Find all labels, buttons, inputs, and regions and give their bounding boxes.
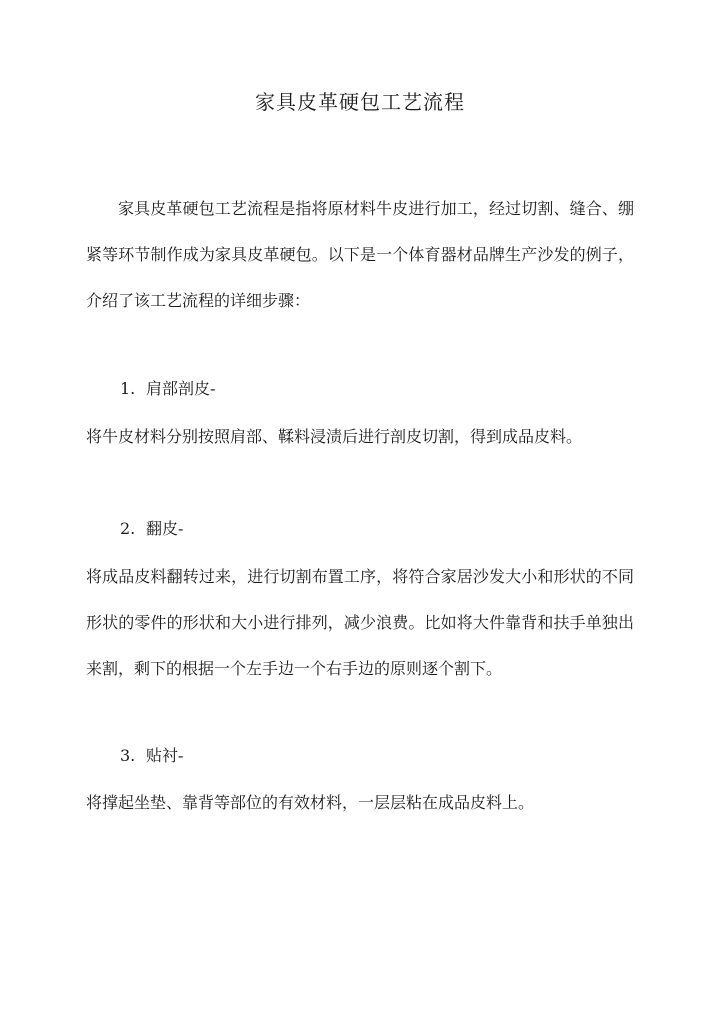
intro-paragraph: 家具皮革硬包工艺流程是指将原材料牛皮进行加工，经过切割、缝合、绷紧等环节制作成为家具皮革硬包。以下是一个体育器材品牌生产沙发的例子，介绍了该工艺流程的详细步骤： [86, 199, 634, 310]
section-heading-1 [120, 377, 215, 401]
section-title-1: 肩部剖皮- [146, 379, 216, 398]
section-number-1: 1. [120, 379, 136, 398]
section-body-3: 将撑起坐垫、靠背等部位的有效材料，一层层粘在成品皮料上。 [86, 793, 535, 812]
section-number-3: 3. [120, 746, 136, 765]
document-title: 家具皮革硬包工艺流程 [255, 90, 465, 114]
section-heading-2 [120, 517, 183, 541]
section-title-2: 翻皮- [146, 519, 184, 538]
section-body-2: 将成品皮料翻转过来，进行切割布置工序，将符合家居沙发大小和形状的不同形状的零件的形状和大小进行排列，减少浪费。比如将大件靠背和扶手单独出来割，剩下的根据一个左手边一个右手边的原则逐个割下。 [86, 567, 634, 678]
section-body-1: 将牛皮材料分别按照肩部、鞣料浸渍后进行剖皮切割，得到成品皮料。 [86, 427, 583, 446]
section-number-2: 2. [120, 519, 136, 538]
section-title-3: 贴衬- [146, 746, 184, 765]
section-heading-3 [120, 744, 183, 768]
